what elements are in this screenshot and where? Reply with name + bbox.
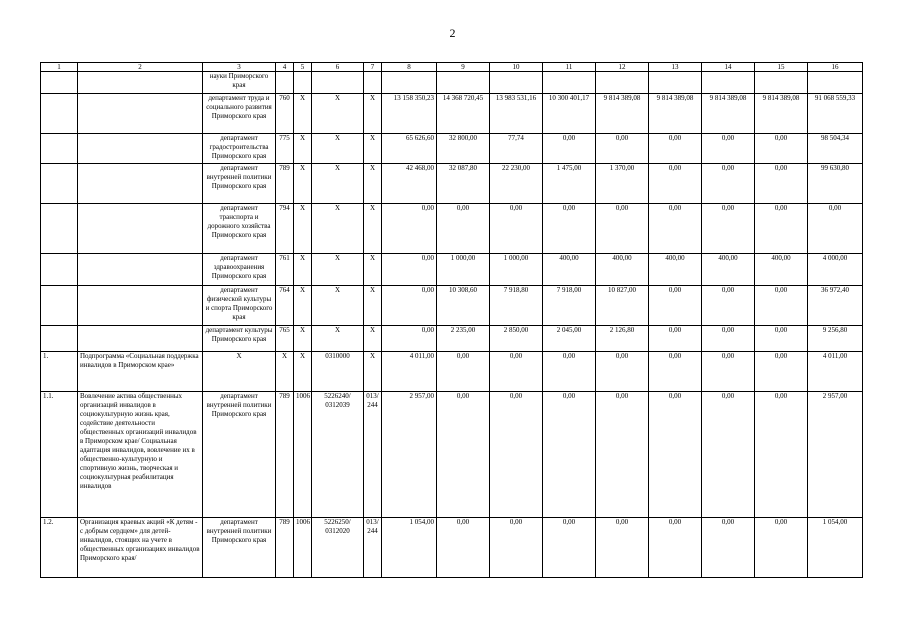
value-2019 [649,72,702,94]
value-2021: 0,00 [755,352,808,392]
csr-code: Х [312,134,364,164]
value-2019: 0,00 [649,134,702,164]
value-2021: 0,00 [755,134,808,164]
value-2021: 400,00 [755,254,808,286]
value-2017: 0,00 [543,352,596,392]
value-2020: 9 814 389,08 [702,94,755,134]
column-number: 12 [596,63,649,72]
value-2015: 14 368 720,45 [437,94,490,134]
vr-code: 013/ 244 [364,392,382,518]
csr-code: Х [312,254,364,286]
executor: департамент градостроительства Приморского края [203,134,276,164]
value-2018: 0,00 [596,352,649,392]
measure-name [78,164,203,204]
value-2014: 2 957,00 [382,392,437,518]
table-row [41,392,863,518]
page-number: 2 [449,26,456,40]
value-2017: 400,00 [543,254,596,286]
value-2020: 0,00 [702,326,755,352]
value-2017: 2 045,00 [543,326,596,352]
measure-name: Организация краевых акций «К детям - с добрым сердцем» для детей-инвалидов, стоящих на учете в общественных организациях инвалидов Приморского края/ [78,518,203,578]
vr-code: Х [364,326,382,352]
value-total: 4 011,00 [808,352,863,392]
value-2021: 0,00 [755,326,808,352]
row-number: 1. [41,352,78,392]
table-row [41,204,863,254]
value-2017: 0,00 [543,134,596,164]
column-number-row [41,63,863,72]
vr-code: Х [364,134,382,164]
gr-code: 760 [276,94,294,134]
value-2020: 0,00 [702,286,755,326]
column-number: 16 [808,63,863,72]
table-row [41,286,863,326]
column-number: 4 [276,63,294,72]
value-2019: 0,00 [649,392,702,518]
rz-pr-code: Х [294,164,312,204]
measure-name: Вовлечение актива общественных организаций инвалидов в социокультурную жизнь края, содействие деятельности общественных организаций инвалидов в Приморском крае/ Социальная адаптация инвалидов, вовлечение их в общественно-культурную и спортивную жизнь, творческая и социокультурная реабилитация инвалидов [78,392,203,518]
value-2018: 0,00 [596,392,649,518]
row-number [41,286,78,326]
value-2015: 0,00 [437,518,490,578]
column-number: 9 [437,63,490,72]
value-total: 2 957,00 [808,392,863,518]
value-2014: 0,00 [382,286,437,326]
value-2018: 2 126,80 [596,326,649,352]
value-2014 [382,72,437,94]
row-number [41,326,78,352]
row-number [41,94,78,134]
value-2017: 0,00 [543,392,596,518]
value-2019: 0,00 [649,518,702,578]
vr-code: Х [364,94,382,134]
value-total: 9 256,80 [808,326,863,352]
csr-code: 0310000 [312,352,364,392]
csr-code: Х [312,204,364,254]
value-total: 98 504,34 [808,134,863,164]
csr-code: Х [312,94,364,134]
vr-code: 013/ 244 [364,518,382,578]
rz-pr-code: 1006 [294,518,312,578]
value-2015: 0,00 [437,352,490,392]
column-number: 1 [41,63,78,72]
value-2018: 0,00 [596,518,649,578]
value-2015: 32 087,80 [437,164,490,204]
row-number [41,134,78,164]
rz-pr-code: Х [294,94,312,134]
executor: департамент культуры Приморского края [203,326,276,352]
value-2020: 0,00 [702,134,755,164]
vr-code: Х [364,286,382,326]
column-number: 10 [490,63,543,72]
value-2017 [543,72,596,94]
value-2018: 0,00 [596,134,649,164]
value-2021 [755,72,808,94]
value-total: 91 068 559,33 [808,94,863,134]
value-total: 1 054,00 [808,518,863,578]
csr-code: 5226240/ 0312039 [312,392,364,518]
value-2019: 0,00 [649,164,702,204]
executor: Х [203,352,276,392]
value-2014: 42 468,00 [382,164,437,204]
executor: департамент физической культуры и спорта Приморского края [203,286,276,326]
value-2020: 0,00 [702,204,755,254]
rz-pr-code: 1006 [294,392,312,518]
value-2020: 0,00 [702,518,755,578]
value-2016: 0,00 [490,204,543,254]
value-2020: 0,00 [702,392,755,518]
measure-name [78,286,203,326]
value-2016: 7 918,80 [490,286,543,326]
value-2020: 0,00 [702,352,755,392]
value-2015: 0,00 [437,392,490,518]
value-2017: 10 300 401,17 [543,94,596,134]
value-2020: 400,00 [702,254,755,286]
table-row [41,134,863,164]
gr-code: 789 [276,164,294,204]
measure-name [78,204,203,254]
value-2019: 0,00 [649,286,702,326]
table-row [41,352,863,392]
row-number [41,254,78,286]
value-2014: 0,00 [382,254,437,286]
row-number: 1.2. [41,518,78,578]
rz-pr-code [294,72,312,94]
value-2018: 400,00 [596,254,649,286]
column-number: 3 [203,63,276,72]
rz-pr-code: Х [294,254,312,286]
csr-code: Х [312,164,364,204]
value-2014: 0,00 [382,204,437,254]
gr-code: Х [276,352,294,392]
value-2016: 22 230,00 [490,164,543,204]
value-2016: 77,74 [490,134,543,164]
value-2014: 0,00 [382,326,437,352]
value-total [808,72,863,94]
executor: науки Приморского края [203,72,276,94]
value-2014: 1 054,00 [382,518,437,578]
value-2016: 1 000,00 [490,254,543,286]
value-2017: 0,00 [543,204,596,254]
table-row [41,254,863,286]
measure-name [78,72,203,94]
executor: департамент внутренней политики Приморского края [203,392,276,518]
value-2016: 0,00 [490,352,543,392]
value-2019: 400,00 [649,254,702,286]
value-2021: 0,00 [755,286,808,326]
value-total: 0,00 [808,204,863,254]
value-2018: 10 827,00 [596,286,649,326]
executor: департамент внутренней политики Приморского края [203,164,276,204]
table-row [41,518,863,578]
executor: департамент транспорта и дорожного хозяйства Приморского края [203,204,276,254]
column-number: 14 [702,63,755,72]
csr-code: 5226250/ 0312020 [312,518,364,578]
value-2015: 1 000,00 [437,254,490,286]
gr-code: 789 [276,392,294,518]
value-total: 4 000,00 [808,254,863,286]
value-total: 36 972,40 [808,286,863,326]
rz-pr-code: Х [294,352,312,392]
value-2016 [490,72,543,94]
rz-pr-code: Х [294,326,312,352]
value-2015: 2 235,00 [437,326,490,352]
executor: департамент внутренней политики Приморского края [203,518,276,578]
rz-pr-code: Х [294,286,312,326]
value-2019: 0,00 [649,326,702,352]
value-2020: 0,00 [702,164,755,204]
value-2018: 9 814 389,08 [596,94,649,134]
column-number: 6 [312,63,364,72]
value-2017: 1 475,00 [543,164,596,204]
vr-code: Х [364,164,382,204]
value-2014: 13 158 350,23 [382,94,437,134]
executor: департамент труда и социального развития Приморского края [203,94,276,134]
column-number: 2 [78,63,203,72]
value-2018 [596,72,649,94]
value-2015: 32 800,00 [437,134,490,164]
value-2018: 1 370,00 [596,164,649,204]
value-2016: 0,00 [490,518,543,578]
row-number: 1.1. [41,392,78,518]
value-2021: 0,00 [755,392,808,518]
value-2015: 0,00 [437,204,490,254]
value-2017: 7 918,00 [543,286,596,326]
value-2014: 4 011,00 [382,352,437,392]
column-number: 5 [294,63,312,72]
column-number: 7 [364,63,382,72]
vr-code: Х [364,204,382,254]
gr-code: 761 [276,254,294,286]
value-2018: 0,00 [596,204,649,254]
column-number: 8 [382,63,437,72]
table-row [41,326,863,352]
value-2016: 2 850,00 [490,326,543,352]
gr-code [276,72,294,94]
value-2014: 65 626,60 [382,134,437,164]
executor: департамент здравоохранения Приморского края [203,254,276,286]
value-2019: 0,00 [649,204,702,254]
measure-name [78,134,203,164]
value-2016: 13 983 531,16 [490,94,543,134]
column-number: 13 [649,63,702,72]
row-number [41,204,78,254]
table-row [41,94,863,134]
csr-code: Х [312,326,364,352]
value-2019: 0,00 [649,352,702,392]
value-2021: 0,00 [755,204,808,254]
csr-code: Х [312,286,364,326]
rz-pr-code: Х [294,204,312,254]
vr-code [364,72,382,94]
column-number: 15 [755,63,808,72]
value-2015: 10 308,60 [437,286,490,326]
budget-table [40,62,863,578]
row-number [41,72,78,94]
gr-code: 775 [276,134,294,164]
value-2016: 0,00 [490,392,543,518]
value-2021: 0,00 [755,164,808,204]
measure-name: Подпрограмма «Социальная поддержка инвалидов в Приморском крае» [78,352,203,392]
value-2019: 9 814 389,08 [649,94,702,134]
value-2021: 9 814 389,08 [755,94,808,134]
vr-code: Х [364,352,382,392]
value-2015 [437,72,490,94]
column-number: 11 [543,63,596,72]
rz-pr-code: Х [294,134,312,164]
value-2017: 0,00 [543,518,596,578]
gr-code: 794 [276,204,294,254]
gr-code: 765 [276,326,294,352]
value-2021: 0,00 [755,518,808,578]
gr-code: 764 [276,286,294,326]
table-row [41,164,863,204]
measure-name [78,94,203,134]
gr-code: 789 [276,518,294,578]
csr-code [312,72,364,94]
measure-name [78,254,203,286]
row-number [41,164,78,204]
value-2020 [702,72,755,94]
value-total: 99 630,80 [808,164,863,204]
vr-code: Х [364,254,382,286]
table-row [41,72,863,94]
measure-name [78,326,203,352]
